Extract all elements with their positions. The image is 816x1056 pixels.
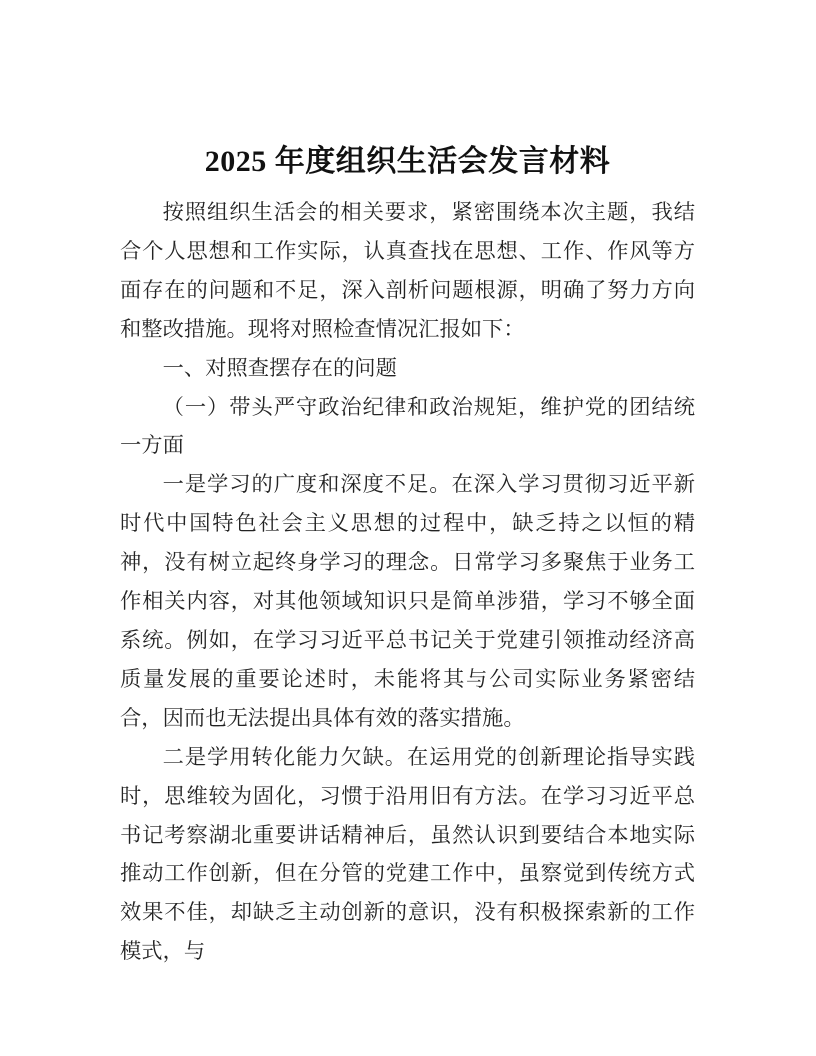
- subsection-heading-1-1: （一）带头严守政治纪律和政治规矩，维护党的团结统一方面: [120, 394, 695, 458]
- document-title: 2025 年度组织生活会发言材料: [204, 145, 611, 178]
- paragraph-point-1: 一是学习的广度和深度不足。在深入学习贯彻习近平新时代中国特色社会主义思想的过程中，缺乏持之以恒的精神，没有树立起终身学习的理念。日常学习多聚焦于业务工作相关内容，对其他领域知识只是简单涉猎，学习不够全面系统。例如，在学习习近平总书记关于党建引领推动经济高质量发展的重要论述时，未能将其与公司实际业务紧密结合，因而也无法提出具体有效的落实措施。: [120, 472, 695, 730]
- paragraph-point-2: 二是学用转化能力欠缺。在运用党的创新理论指导实践时，思维较为固化，习惯于沿用旧有方法。在学习习近平总书记考察湖北重要讲话精神后，虽然认识到要结合本地实际推动工作创新，但在分管的党建工作中，虽察觉到传统方式效果不佳，却缺乏主动创新的意识，没有积极探索新的工作模式，与: [120, 744, 695, 964]
- section-heading-1: 一、对照查摆存在的问题: [162, 355, 397, 380]
- paragraph-intro: 按照组织生活会的相关要求，紧密围绕本次主题，我结合个人思想和工作实际，认真查找在思想、工作、作风等方面存在的问题和不足，深入剖析问题根源，明确了努力方向和整改措施。现将对照检查情况汇报如下：: [120, 200, 695, 341]
